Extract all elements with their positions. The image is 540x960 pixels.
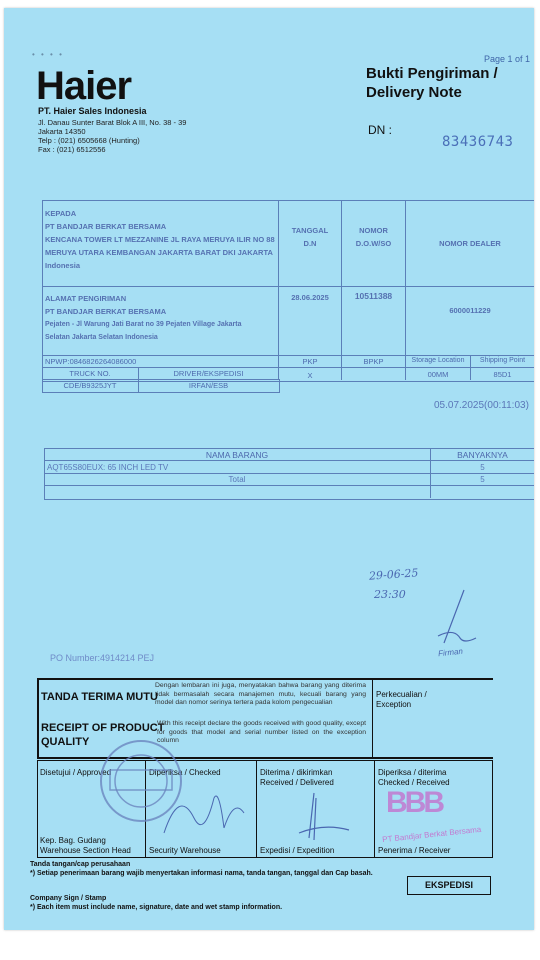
dealer-header: NOMOR DEALER <box>439 239 501 248</box>
footer-notes-en <box>30 894 282 912</box>
total-value: 5 <box>480 475 485 484</box>
title-line-1: Bukti Pengiriman / <box>366 65 498 82</box>
ship-address-line: Selatan Jakarta Selatan Indonesia <box>45 334 158 341</box>
tanggal-value: 28.06.2025 <box>291 293 329 302</box>
grid-divider <box>256 760 257 858</box>
bpkp-label: BPKP <box>363 357 384 366</box>
driver-value: IRFAN/ESB <box>188 381 229 390</box>
delivered-signature <box>294 788 354 848</box>
truck-no-label: TRUCK NO. <box>69 369 111 378</box>
tanda-terima-title: TANDA TERIMA MUTU <box>41 691 158 703</box>
consignee-address-line: MERUYA UTARA KEMBANGAN JAKARTA BARAT DKI JAKARTA <box>45 248 273 257</box>
approved-bottom-line-2: Warehouse Section Head <box>40 846 131 855</box>
nomor-header <box>342 224 405 250</box>
dn-number: 83436743 <box>442 134 514 150</box>
receipt-title-line1: RECEIPT OF PRODUCT <box>41 722 165 734</box>
shipping-address-block <box>45 292 241 344</box>
company-name: PT. Haier Sales Indonesia <box>38 106 147 116</box>
dealer-value: 6000011229 <box>449 306 491 315</box>
footer-line-4: *) Each item must include name, signature, date and wet stamp information. <box>30 904 283 911</box>
address-line: Jl. Danau Sunter Barat Blok A III, No. 38 - 39 <box>38 118 187 127</box>
approved-bottom-label <box>40 836 131 856</box>
table-divider <box>44 460 534 461</box>
nomor-sub-label: D.O.W/SO <box>355 239 392 248</box>
approved-bottom-line-1: Kep. Bag. Gudang <box>40 836 106 845</box>
total-label: Total <box>228 475 246 484</box>
approved-label: Disetujui / Approved <box>40 768 112 777</box>
alamat-label: ALAMAT PENGIRIMAN <box>45 294 127 303</box>
handwritten-date: 29-06-25 <box>368 566 419 583</box>
delivered-bottom-label: Expedisi / Expedition <box>260 846 335 855</box>
storage-location-label: Storage Location <box>411 357 465 364</box>
handwritten-time: 23:30 <box>374 588 406 601</box>
checked-signature <box>154 778 254 848</box>
address-line: Jakarta 14350 <box>38 127 86 136</box>
signer-name: Firman <box>437 646 464 659</box>
ship-address-line: Pejaten - Jl Warung Jati Barat no 39 Pejaten Village Jakarta <box>45 321 242 328</box>
copy-label-ekspedisi: EKSPEDISI <box>407 876 491 895</box>
receiver-stamp-logo: BBB <box>386 786 442 819</box>
delivered-label <box>260 768 334 788</box>
consignee-address-line: Indonesia <box>45 261 81 270</box>
tanda-terima-text: Dengan lembaran ini juga, menyatakan bahwa barang yang diterima tidak bermasalah secara manajemen mutu, kecuali barang yang model dan nomor serinya tertera pada kolom pengecualian <box>155 682 366 707</box>
delivery-note-sheet <box>4 8 534 930</box>
item-qty: 5 <box>480 463 485 472</box>
haier-logo: Haier <box>36 64 132 108</box>
pkp-value: X <box>307 371 313 380</box>
exception-label <box>376 690 427 710</box>
received-checked-label <box>378 768 450 788</box>
table-divider <box>42 286 534 287</box>
received-bottom-label: Penerima / Receiver <box>378 846 451 855</box>
kepada-label: KEPADA <box>45 209 77 218</box>
col-nama-barang: NAMA BARANG <box>205 450 269 460</box>
receipt-text: With this receipt declare the goods received with good quality, except for goods that model and serial number listed on the exception column <box>157 720 366 745</box>
received-checked-line-1: Diperiksa / diterima <box>378 768 447 777</box>
address-line: Telp : (021) 6505668 (Hunting) <box>38 136 140 145</box>
table-divider <box>44 485 534 486</box>
exception-line-1: Perkecualian / <box>376 690 427 699</box>
nomor-value: 10511388 <box>354 291 393 301</box>
po-number: PO Number:4914214 PEJ <box>50 653 155 663</box>
nomor-label: NOMOR <box>359 226 388 235</box>
received-checked-line-2: Checked / Received <box>378 778 450 787</box>
driver-label: DRIVER/EKSPEDISI <box>173 369 244 378</box>
footer-line-3: Company Sign / Stamp <box>30 895 107 902</box>
shipping-point-value: 85D1 <box>493 370 512 379</box>
tanggal-header <box>279 224 341 250</box>
page-number: Page 1 of 1 <box>484 54 531 64</box>
dn-label: DN : <box>368 123 392 137</box>
grid-divider <box>374 760 375 858</box>
receipt-divider <box>372 678 373 757</box>
checked-bottom-label: Security Warehouse <box>149 846 221 855</box>
delivered-line-1: Diterima / dikirimkan <box>260 768 333 777</box>
storage-location-value: 00MM <box>427 370 449 379</box>
footer-line-1: Tanda tangan/cap perusahaan <box>30 861 131 868</box>
pkp-label: PKP <box>302 357 318 366</box>
title-line-2: Delivery Note <box>366 84 462 101</box>
company-address <box>38 118 186 154</box>
checked-label: Diperiksa / Checked <box>149 768 221 777</box>
consignee-name: PT BANDJAR BERKAT BERSAMA <box>45 222 167 231</box>
document-title <box>366 64 498 102</box>
tanggal-label: TANGGAL <box>291 226 329 235</box>
col-banyaknya: BANYAKNYA <box>457 450 508 460</box>
kepada-block <box>45 207 275 272</box>
truck-no-value: CDE/B9325JYT <box>63 381 117 390</box>
printed-timestamp: 05.07.2025(00:11:03) <box>434 400 529 411</box>
npwp: NPWP:0846826264086000 <box>45 357 137 366</box>
receipt-title-line2: QUALITY <box>41 736 90 748</box>
receiver-stamp-company: PT Bandjar Berkat Bersama <box>381 824 482 845</box>
table-divider <box>405 200 406 380</box>
table-divider <box>42 367 534 368</box>
shipping-point-label: Shipping Point <box>479 357 526 364</box>
address-line: Fax : (021) 6512556 <box>38 145 106 154</box>
consignee-address-line: KENCANA TOWER LT MEZZANINE JL RAYA MERUYA ILIR NO 88 <box>45 235 275 244</box>
footer-notes <box>30 860 373 878</box>
tanggal-sub-label: D.N <box>303 239 317 248</box>
delivered-line-2: Received / Delivered <box>260 778 334 787</box>
item-name: AQT65S80EUX: 65 INCH LED TV <box>47 463 169 472</box>
table-divider <box>44 473 534 474</box>
footer-line-2: *) Setiap penerimaan barang wajib menyertakan informasi nama, tanda tangan, tanggal dan Cap basah. <box>30 870 373 877</box>
exception-line-2: Exception <box>376 700 412 709</box>
logo-dots-decoration: • • • • <box>32 50 64 59</box>
table-divider <box>42 355 534 356</box>
ship-name: PT BANDJAR BERKAT BERSAMA <box>45 307 167 316</box>
